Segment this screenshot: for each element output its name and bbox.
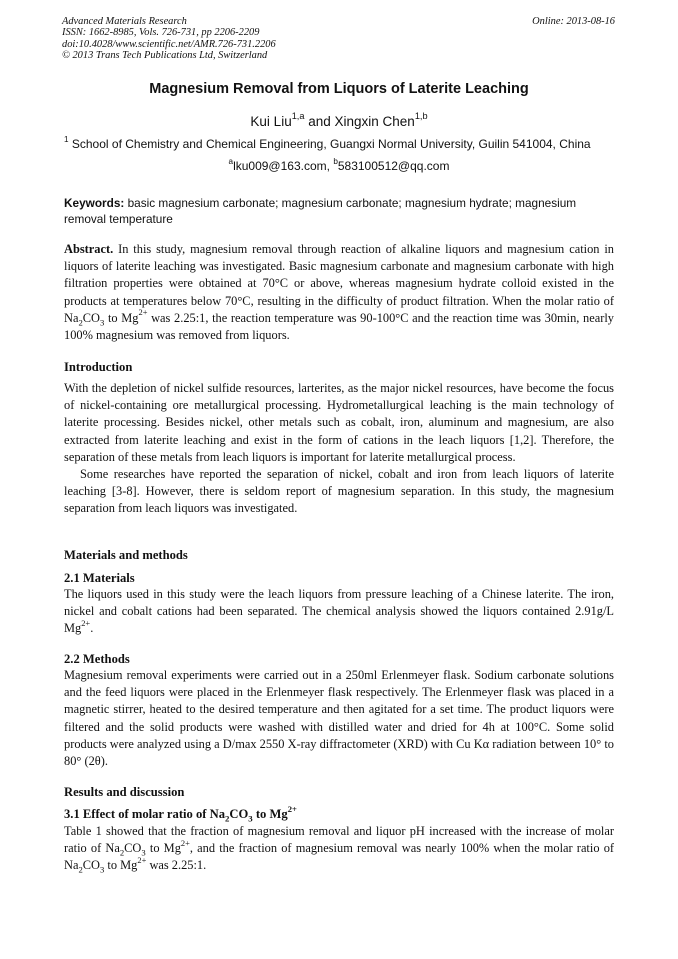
abstract-text: was 2.25:1, the reaction temperature was 90-100°C and the reaction time was 30min, nearly 100% magnesium was removed from liquors. <box>64 310 614 343</box>
paragraph: Some researches have reported the separation of nickel, cobalt and iron from leach liquors of laterite leaching [3-8]. However, there is seldom report of magnesium separation. In this study, the magnesium separation from leach liquors was investigated. <box>64 467 614 516</box>
subscript: 3 <box>141 847 146 858</box>
author-emails <box>0 156 678 173</box>
subsection-heading-molar-ratio <box>64 803 614 824</box>
email-a: lku009@163.com, <box>233 159 334 173</box>
email-marker: b <box>333 156 338 166</box>
paragraph-end: . <box>90 621 94 636</box>
email-marker: a <box>228 156 234 166</box>
keywords-label: Keywords: <box>64 196 125 210</box>
superscript: 2+ <box>138 307 148 318</box>
superscript: 2+ <box>81 618 91 629</box>
superscript: 2+ <box>287 803 297 814</box>
methods-body <box>64 667 614 770</box>
copyright-line: © 2013 Trans Tech Publications Ltd, Switzerland <box>62 50 268 62</box>
abstract <box>64 241 614 344</box>
abstract-text: In this study, magnesium removal through reaction of alkaline liquors and magnesium cation in liquors of laterite leaching was investigated. Basic magnesium carbonate and magnesium carbonate with high filtration properties were obtained at 70°C or above, whereas magnesium hydrate colloid existed in the products at temperatures below 70°C, resulting in the difficulty of product filtration. When the molar ratio of Na <box>64 242 614 325</box>
superscript: 2+ <box>137 855 147 866</box>
formula-text: CO <box>82 858 100 873</box>
formula-text: to Mg <box>145 841 181 856</box>
author-affil-mark: 1,b <box>414 111 428 122</box>
subsection-heading-materials: 2.1 Materials <box>64 571 135 585</box>
subscript: 2 <box>225 813 230 824</box>
affiliation <box>64 134 624 151</box>
results-body <box>64 823 614 875</box>
issn-line: ISSN: 1662-8985, Vols. 726-731, pp 2206-2209 <box>62 27 260 39</box>
materials-body <box>64 586 614 638</box>
doi-line: doi:10.4028/www.scientific.net/AMR.726-731.2206 <box>62 38 276 50</box>
introduction-body <box>64 380 614 518</box>
author-name: Xingxin Chen <box>334 114 415 129</box>
paragraph: Magnesium removal experiments were carried out in a 250ml Erlenmeyer flask. Sodium carbonate solutions and the feed liquors were placed in the Erlenmeyer flask respectively. The Erlenmeyer flask was placed in a magnetic stirrer, heated to the desired temperature and then agitated for a set time. The product liquors were filtered and the solid products were washed with distilled water and dried for 4h at 100°C. Some solid products were analyzed using a D/max 2550 X-ray diffractometer (XRD) with Cu Kα radiation between 10° to 80° (2θ). <box>64 668 614 769</box>
superscript: 2+ <box>180 837 190 848</box>
affiliation-text: School of Chemistry and Chemical Engineering, Guangxi Normal University, Guilin 541004, China <box>68 137 591 151</box>
affiliation-marker: 1 <box>64 134 69 144</box>
heading-text: CO <box>229 807 249 821</box>
abstract-label: Abstract. <box>64 242 114 256</box>
paragraph: was 2.25:1. <box>146 858 207 873</box>
paragraph: , and the fraction of magnesium removal was nearly 100% when the molar ratio of Na <box>64 841 615 873</box>
journal-header <box>62 16 392 62</box>
email-b: 583100512@qq.com <box>337 159 450 173</box>
subscript: 3 <box>100 864 105 875</box>
author-line <box>0 111 678 129</box>
journal-name: Advanced Materials Research <box>62 16 187 27</box>
subsection-heading-methods: 2.2 Methods <box>64 652 130 666</box>
paragraph: Table 1 showed that the fraction of magnesium removal and liquor pH increased with the increase of molar ratio of Na <box>64 824 614 856</box>
formula-text: CO <box>82 310 100 325</box>
paragraph: With the depletion of nickel sulfide resources, larterites, as the major nickel resources, have become the focus of nickel-containing ore metallurgical processing. Hydrometallurgical leaching is the main technology of laterite processing. Besides nickel, other metals such as cobalt, iron, aluminum and magnesium, are also extracted from laterite leaching and exist in the form of cations in the leach liquors [1,2]. Therefore, the separation of these metals from leach liquors is important for laterite metallurgical process. <box>64 381 614 464</box>
heading-text: 3.1 Effect of molar ratio of Na <box>64 807 225 821</box>
formula-text: to Mg <box>104 858 138 873</box>
subscript: 2 <box>78 317 83 328</box>
author-affil-mark: 1,a <box>291 111 305 122</box>
formula-text: to Mg <box>104 310 139 325</box>
paper-title: Magnesium Removal from Liquors of Laterite Leaching <box>149 81 529 97</box>
author-conjunction: and <box>304 114 335 129</box>
author-name: Kui Liu <box>250 114 292 129</box>
subscript: 2 <box>119 847 125 858</box>
keywords-text: basic magnesium carbonate; magnesium carbonate; magnesium hydrate; magnesium removal temperature <box>64 196 577 226</box>
formula-text: CO <box>124 841 142 856</box>
section-heading-introduction: Introduction <box>64 360 133 374</box>
online-date: Online: 2013-08-16 <box>532 16 615 27</box>
keywords <box>64 195 614 227</box>
paragraph: The liquors used in this study were the leach liquors from pressure leaching of a Chinese laterite. The iron, nickel and cobalt cations had been separated. The chemical analysis showed the liquors contained 2.91g/L Mg <box>64 587 614 636</box>
subscript: 3 <box>100 317 105 328</box>
heading-text: to Mg <box>252 807 288 821</box>
section-heading-methods: Materials and methods <box>64 548 188 562</box>
subscript: 2 <box>78 864 83 875</box>
section-heading-results: Results and discussion <box>64 785 185 799</box>
subscript: 3 <box>248 813 253 824</box>
